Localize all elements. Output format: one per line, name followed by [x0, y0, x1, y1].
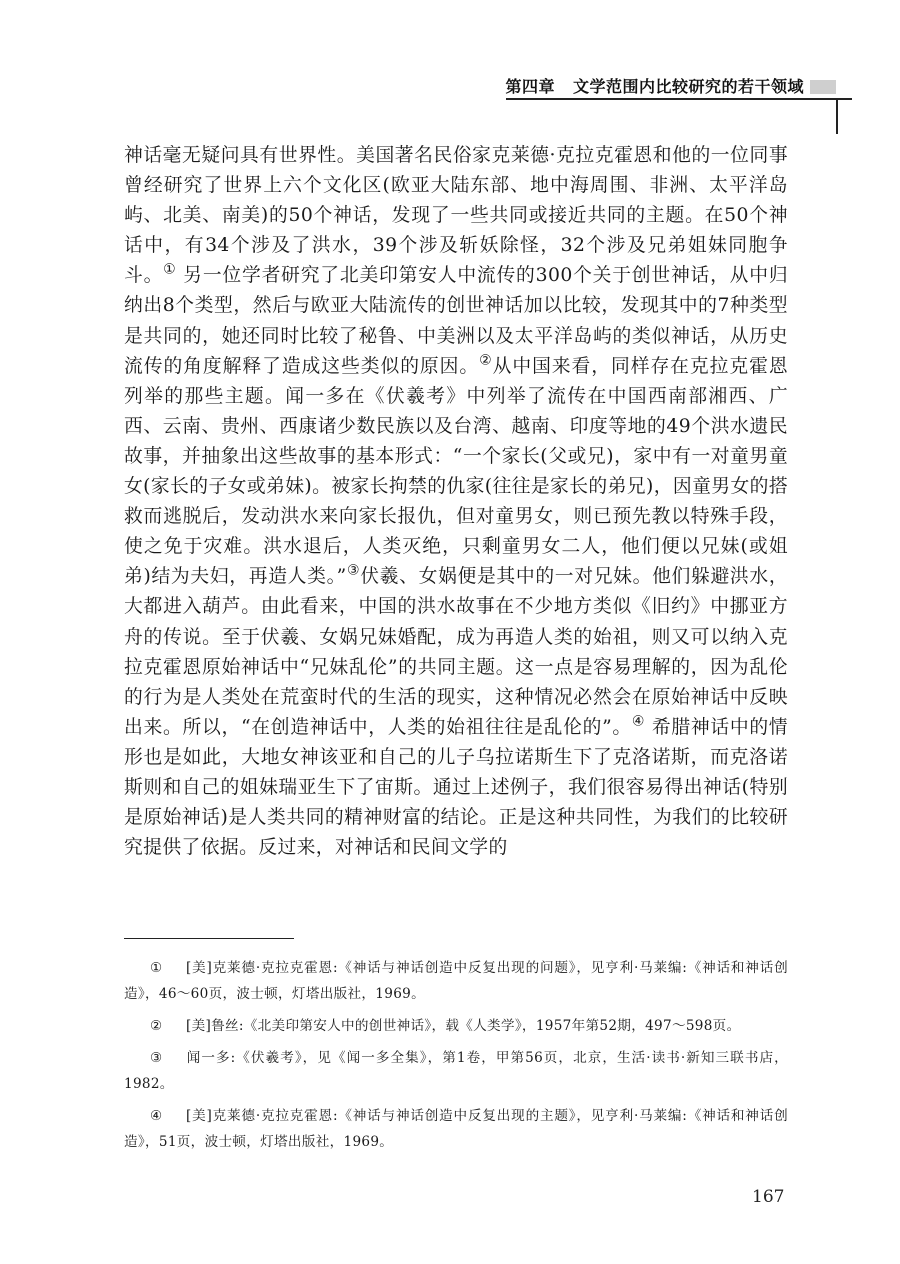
body-paragraph [124, 141, 788, 863]
header-ornament [810, 80, 836, 94]
running-head-title [505, 74, 804, 97]
header-rule-tick [836, 98, 838, 134]
footnote-text: [美]克莱德·克拉克霍恩:《神话与神话创造中反复出现的主题》，见亨利·马莱编:《神话和神话创造》，51页，波士顿，灯塔出版社，1969。 [124, 1108, 788, 1150]
body-text-segment: 伏羲、女娲便是其中的一对兄妹。他们躲避洪水，大都进入葫芦。由此看来，中国的洪水故事在不少地方类似《旧约》中挪亚方舟的传说。至于伏羲、女娲兄妹婚配，成为再造人类的始祖，则又可以纳入克拉克霍恩原始神话中“兄妹乱伦”的共同主题。这一点是容易理解的，因为乱伦的行为是人类处在荒蛮时代的生活的现实，这种情况必然会在原始神话中反映出来。所以，“在创造神话中，人类的始祖往往是乱伦的”。 [124, 566, 789, 738]
footnote-4 [124, 1103, 788, 1155]
body-text-segment: 另一位学者研究了北美印第安人中流传的300个关于创世神话，从中归纳出8个类型，然后与欧亚大陆流传的创世神话加以比较，发现其中的7种类型是共同的，她还同时比较了秘鲁、中美洲以及太平洋岛屿的类似神话，从历史流传的角度解释了造成这些类似的原因。 [124, 265, 788, 377]
footnote-3 [124, 1045, 788, 1097]
footnote-text: [美]克莱德·克拉克霍恩:《神话与神话创造中反复出现的问题》，见亨利·马莱编:《神话和神话创造》，46～60页，波士顿，灯塔出版社，1969。 [124, 960, 788, 1002]
footnote-marker: ③ [150, 1050, 163, 1066]
footnote-text: 闻一多:《伏羲考》，见《闻一多全集》，第1卷，甲第56页，北京，生活·读书·新知三联书店，1982。 [124, 1050, 788, 1092]
footnote-text: [美]鲁丝:《北美印第安人中的创世神话》，载《人类学》，1957年第52期，497～598页。 [186, 1018, 741, 1034]
footnote-ref-2[interactable]: ② [479, 352, 493, 369]
footnote-2 [124, 1013, 788, 1039]
body-text-segment: 希腊神话中的情形也是如此，大地女神该亚和自己的儿子乌拉诺斯生下了克洛诺斯，而克洛诺斯则和自己的姐妹瑞亚生下了宙斯。通过上述例子，我们很容易得出神话(特别是原始神话)是人类共同的精神财富的结论。正是这种共同性，为我们的比较研究提供了依据。反过来，对神话和民间文学的 [124, 716, 788, 859]
footnote-marker: ④ [150, 1108, 163, 1124]
footnotes [124, 955, 788, 1161]
running-head [0, 0, 900, 140]
footnote-marker: ② [150, 1018, 163, 1034]
header-rule [506, 98, 852, 100]
body-text-segment: 神话毫无疑问具有世界性。美国著名民俗家克莱德·克拉克霍恩和他的一位同事曾经研究了世界上六个文化区(欧亚大陆东部、地中海周围、非洲、太平洋岛屿、北美、南美)的50个神话，发现了一些共同或接近共同的主题。在50个神话中，有34个涉及了洪水，39个涉及斩妖除怪，32个涉及兄弟姐妹同胞争斗。 [124, 145, 788, 287]
footnote-1 [124, 955, 788, 1007]
footnote-ref-4[interactable]: ④ [631, 713, 646, 730]
page-number: 167 [752, 1187, 785, 1207]
body-text-segment: 从中国来看，同样存在克拉克霍恩列举的那些主题。闻一多在《伏羲考》中列举了流传在中国西南部湘西、广西、云南、贵州、西康诸少数民族以及台湾、越南、印度等地的49个洪水遗民故事，并抽象出这些故事的基本形式：“一个家长(父或兄)，家中有一对童男童女(家长的子女或弟妹)。被家长拘禁的仇家(往往是家长的弟兄)，因童男女的搭救而逃脱后，发动洪水来向家长报仇，但对童男女，则已预先教以特殊手段，使之免于灾难。洪水退后，人类灭绝，只剩童男女二人，他们便以兄妹(或姐弟)结为夫妇，再造人类。” [124, 355, 789, 588]
footnote-ref-1[interactable]: ① [163, 262, 177, 279]
chapter-title: 文学范围内比较研究的若干领域 [572, 77, 804, 96]
footnote-separator [124, 938, 294, 939]
chapter-label: 第四章 [505, 77, 555, 96]
footnote-marker: ① [150, 960, 163, 976]
footnote-ref-3[interactable]: ③ [346, 563, 361, 580]
